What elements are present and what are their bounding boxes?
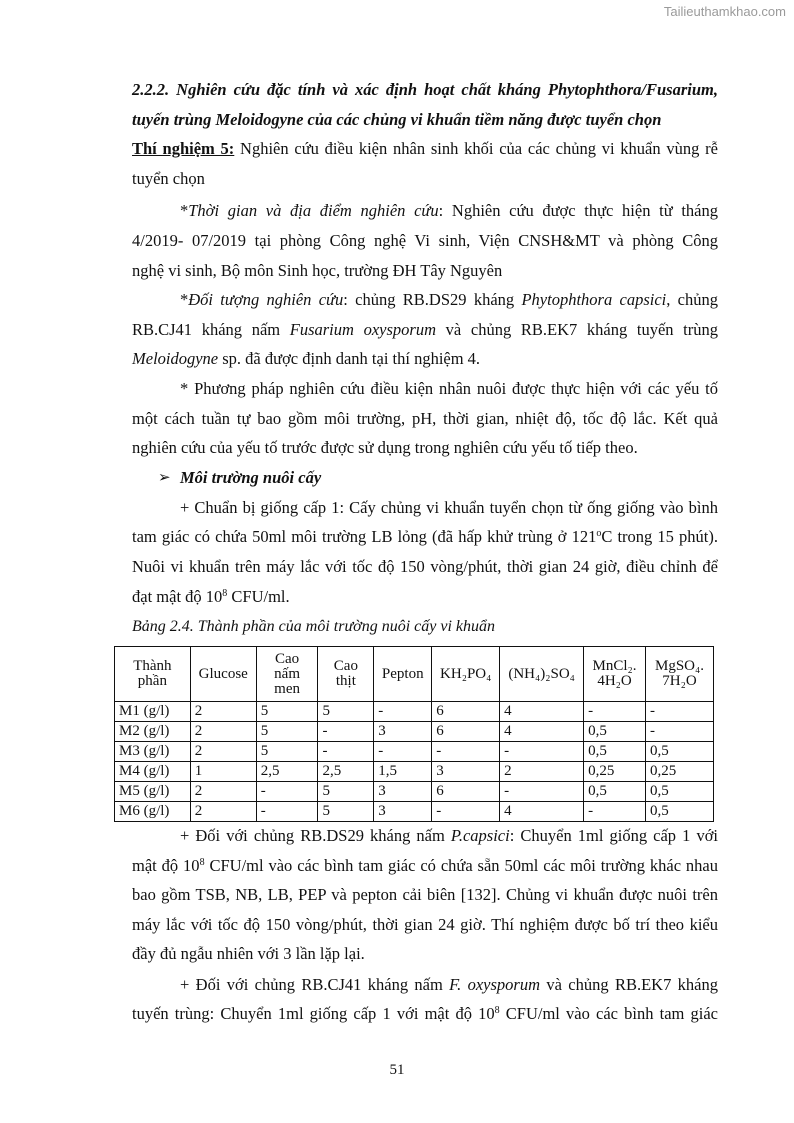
table-cell: 4 (500, 802, 584, 822)
page-number: 51 (389, 1062, 405, 1078)
time-place-line-2: 4/2019- 07/2019 tại phòng Công nghệ Vi sinh, Viện CNSH&MT và phòng Công (132, 231, 718, 250)
ds29-line-2 (132, 856, 718, 876)
table-cell: - (374, 702, 432, 722)
cj41-line-2 (132, 1004, 718, 1024)
table-cell: 2 (190, 742, 256, 762)
header-cell: Glucose (190, 647, 256, 702)
section-heading-line-1: 2.2.2. Nghiên cứu đặc tính và xác định hoạt chất kháng Phytophthora/Fusarium, (132, 80, 718, 99)
table-cell: - (500, 742, 584, 762)
table-cell: 4 (500, 702, 584, 722)
table-cell: 2 (190, 782, 256, 802)
prep-line-4 (132, 587, 718, 607)
row-label-cell: M1 (g/l) (115, 702, 191, 722)
superscript: 8 (199, 857, 205, 868)
table-cell: 1,5 (374, 762, 432, 782)
para-text: tuyến trùng: Chuyển 1ml giống cấp 1 với mật độ 10 (132, 1004, 495, 1023)
subject-text: và chủng RB.EK7 kháng tuyến trùng (436, 320, 719, 339)
para-text: + Đối với chủng RB.DS29 kháng nấm (180, 826, 451, 845)
table-cell: 3 (374, 802, 432, 822)
experiment-line-1 (132, 139, 718, 159)
table-row (115, 782, 714, 802)
table-cell: - (432, 742, 500, 762)
para-text: và chủng RB.EK7 kháng (540, 975, 719, 994)
subject-text: , chủng (666, 290, 718, 309)
table-cell: 0,5 (584, 742, 646, 762)
subject-text: : chủng RB.DS29 kháng (343, 290, 522, 309)
subject-line-3 (132, 349, 718, 369)
species-name: F. oxysporum (449, 975, 541, 994)
table-cell: 2 (190, 802, 256, 822)
prep-line-3: Nuôi vi khuẩn trên máy lắc với tốc độ 150 vòng/phút, thời gian 24 giờ, điều chỉnh để (132, 557, 718, 576)
table-header-row (115, 647, 714, 702)
table-cell: 6 (432, 782, 500, 802)
table-cell: 5 (318, 802, 374, 822)
subject-text: sp. đã được định danh tại thí nghiệm 4. (218, 349, 481, 368)
table-cell: 2,5 (256, 762, 318, 782)
prep-line-1: + Chuẩn bị giống cấp 1: Cấy chủng vi khuẩn tuyển chọn từ ống giống vào bình (180, 498, 718, 517)
prep-line-2 (132, 527, 718, 547)
para-text: CFU/ml vào các bình tam giác có chứa sẵn 50ml các môi trường khác nhau (204, 856, 718, 875)
subject-line-2 (132, 320, 718, 340)
experiment-label: Thí nghiệm 5: (132, 139, 235, 158)
table-cell: 0,5 (646, 802, 714, 822)
prep-text: C trong 15 phút). (601, 527, 718, 546)
species-name: Phytophthora capsici (521, 290, 667, 309)
experiment-text: Nghiên cứu điều kiện nhân sinh khối của các chủng vi khuẩn vùng rễ (234, 139, 718, 158)
cj41-line-1 (180, 975, 718, 995)
subject-text: RB.CJ41 kháng nấm (132, 320, 290, 339)
table-cell: - (584, 702, 646, 722)
table-cell: 5 (256, 722, 318, 742)
table-row (115, 702, 714, 722)
table-cell: 6 (432, 702, 500, 722)
table-cell: 2 (190, 722, 256, 742)
table-cell: 2 (190, 702, 256, 722)
subject-line-1 (180, 290, 718, 310)
ds29-line-1 (180, 826, 718, 846)
species-name: P.capsici (450, 826, 510, 845)
header-cell: KH₂PO₄ (432, 647, 500, 702)
table-cell: 0,5 (646, 742, 714, 762)
ds29-line-5: đầy đủ ngẫu nhiên với 3 lần lặp lại. (132, 944, 365, 963)
row-label-cell: M3 (g/l) (115, 742, 191, 762)
ds29-line-4: máy lắc với tốc độ 150 vòng/phút, thời gian 24 giờ. Thí nghiệm được bố trí theo kiểu (132, 915, 718, 934)
media-composition-table (114, 646, 714, 822)
table-cell: 5 (318, 702, 374, 722)
table-cell: - (318, 722, 374, 742)
table-cell: 3 (432, 762, 500, 782)
table-cell: - (584, 802, 646, 822)
para-text: : Chuyển 1ml giống cấp 1 với (509, 826, 719, 845)
arrow-bullet-icon: ➢ (158, 470, 171, 486)
table-row (115, 742, 714, 762)
superscript: 8 (494, 1005, 500, 1016)
para-text: + Đối với chủng RB.CJ41 kháng nấm (180, 975, 450, 994)
row-label-cell: M4 (g/l) (115, 762, 191, 782)
table-cell: 4 (500, 722, 584, 742)
superscript: o (596, 528, 602, 539)
table-cell: 3 (374, 722, 432, 742)
table-cell: - (646, 702, 714, 722)
table-cell: - (318, 742, 374, 762)
watermark: Tailieuthamkhao.com (663, 4, 786, 19)
row-label-cell: M6 (g/l) (115, 802, 191, 822)
table-cell: - (432, 802, 500, 822)
table-cell: 2 (500, 762, 584, 782)
prep-text: tam giác có chứa 50ml môi trường LB lỏng (đã hấp khử trùng ở 121 (132, 527, 597, 546)
ds29-line-3: bao gồm TSB, NB, LB, PEP và pepton cải biên [132]. Chủng vi khuẩn được nuôi trên (132, 885, 718, 904)
time-place-line-3: nghệ vi sinh, Bộ môn Sinh học, trường ĐH Tây Nguyên (132, 261, 503, 280)
section-heading-line-2: tuyến trùng Meloidogyne của các chủng vi khuẩn tiềm năng được tuyển chọn (132, 110, 662, 129)
row-label-cell: M2 (g/l) (115, 722, 191, 742)
row-label-cell: M5 (g/l) (115, 782, 191, 802)
table-cell: 0,25 (584, 762, 646, 782)
table-cell: - (646, 722, 714, 742)
table-cell: - (256, 802, 318, 822)
header-cell: (NH₄)₂SO₄ (500, 647, 584, 702)
table-cell: 5 (318, 782, 374, 802)
header-cell: MnCl₂. 4H₂O (584, 647, 646, 702)
prep-text: CFU/ml. (227, 587, 290, 606)
table-cell: 0,25 (646, 762, 714, 782)
table-cell: 5 (256, 742, 318, 762)
species-name: Meloidogyne (132, 349, 219, 368)
method-line-3: nghiên cứu của yếu tố trước được sử dụng trong nghiên cứu yếu tố tiếp theo. (132, 438, 638, 457)
table-cell: 5 (256, 702, 318, 722)
prep-text: đạt mật độ 10 (132, 587, 223, 606)
table-cell: 2,5 (318, 762, 374, 782)
para-text: mật độ 10 (132, 856, 200, 875)
table-cell: - (500, 782, 584, 802)
subject-label: Đối tượng nghiên cứu (188, 290, 344, 309)
time-place-text: : Nghiên cứu được thực hiện từ tháng (438, 201, 719, 220)
table-cell: 1 (190, 762, 256, 782)
table-row (115, 802, 714, 822)
header-cell: Cao nấm men (256, 647, 318, 702)
table-cell: 0,5 (584, 722, 646, 742)
table-row (115, 722, 714, 742)
para-text: CFU/ml vào các bình tam giác (499, 1004, 718, 1023)
method-line-2: một cách tuần tự bao gồm môi trường, pH, thời gian, nhiệt độ, tốc độ lắc. Kết quả (132, 409, 718, 428)
table-cell: - (256, 782, 318, 802)
star-mark: * (180, 290, 189, 309)
table-cell: - (374, 742, 432, 762)
time-place-label: Thời gian và địa điểm nghiên cứu (188, 201, 439, 220)
species-name: Fusarium oxysporum (289, 320, 436, 339)
table-cell: 3 (374, 782, 432, 802)
table-caption: Bảng 2.4. Thành phần của môi trường nuôi cấy vi khuẩn (132, 618, 496, 635)
header-cell: Pepton (374, 647, 432, 702)
header-cell: Thành phần (115, 647, 191, 702)
subsection-title: Môi trường nuôi cấy (180, 468, 322, 487)
star-mark: * (180, 201, 189, 220)
header-cell: Cao thịt (318, 647, 374, 702)
table-cell: 6 (432, 722, 500, 742)
table-cell: 0,5 (646, 782, 714, 802)
superscript: 8 (222, 588, 228, 599)
table-row (115, 762, 714, 782)
header-cell: MgSO₄. 7H₂O (646, 647, 714, 702)
experiment-line-2: tuyển chọn (132, 169, 205, 188)
table-cell: 0,5 (584, 782, 646, 802)
method-line-1: * Phương pháp nghiên cứu điều kiện nhân nuôi được thực hiện với các yếu tố (180, 379, 718, 398)
time-place-line-1 (180, 201, 718, 221)
